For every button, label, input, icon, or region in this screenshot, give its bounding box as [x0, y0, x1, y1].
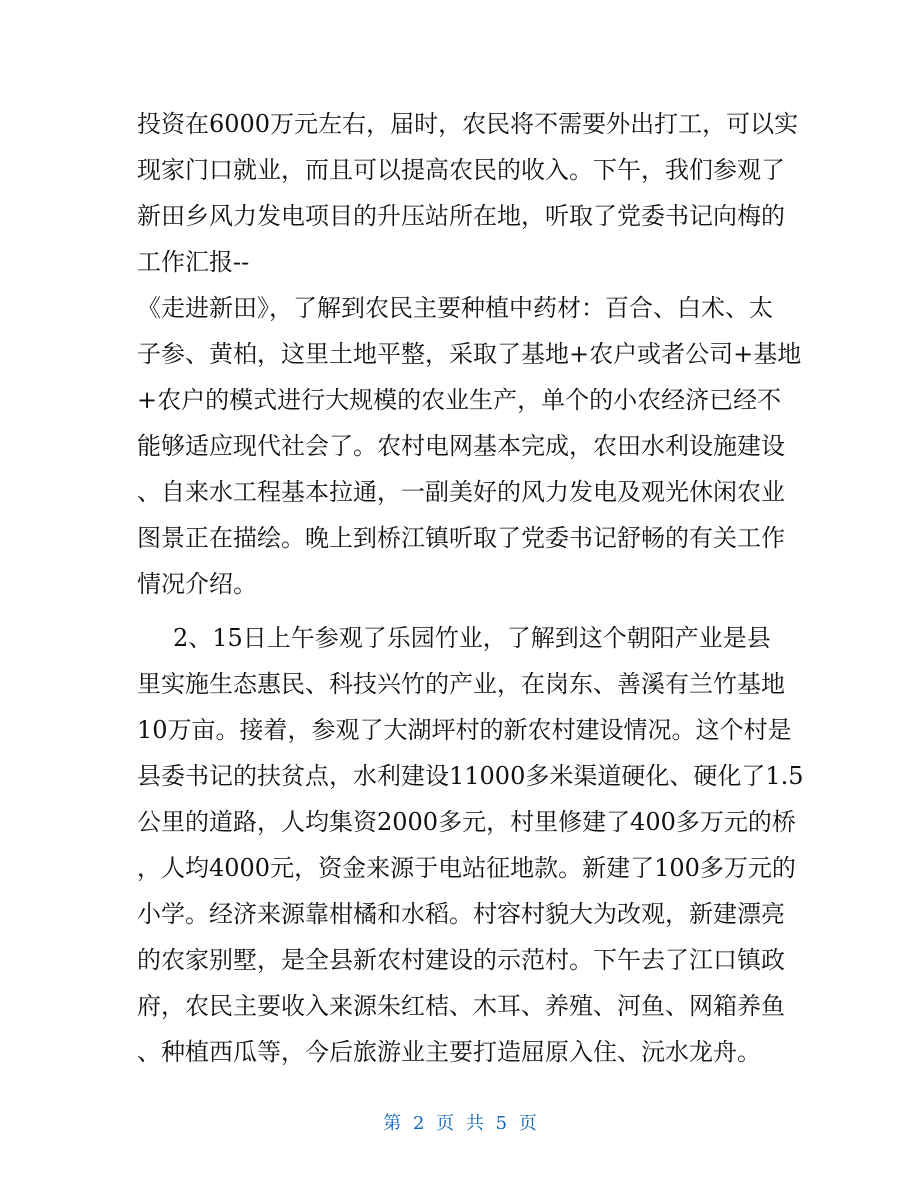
- text-line: 公里的道路，人均集资2000多元，村里修建了400多万元的桥: [137, 808, 796, 836]
- text-line: 情况介绍。: [137, 570, 257, 598]
- text-line: 图景正在描绘。晚上到桥江镇听取了党委书记舒畅的有关工作: [137, 524, 785, 552]
- text-line: 新田乡风力发电项目的升压站所在地，听取了党委书记向梅的: [137, 202, 785, 230]
- text-line: 现家门口就业，而且可以提高农民的收入。下午，我们参观了: [137, 156, 785, 184]
- page-number-footer: 第 2 页 共 5 页: [383, 1113, 537, 1134]
- text-line: 投资在6000万元左右，届时，农民将不需要外出打工，可以实: [137, 110, 799, 138]
- text-line: 2、15日上午参观了乐园竹业，了解到这个朝阳产业是县: [173, 624, 771, 652]
- paragraph-gap: [137, 607, 797, 615]
- text-line: 、自来水工程基本拉通，一副美好的风力发电及观光休闲农业: [137, 478, 785, 506]
- text-line: 府，农民主要收入来源朱红桔、木耳、养殖、河鱼、网箱养鱼: [137, 992, 785, 1020]
- text-line: 《走进新田》，了解到农民主要种植中药材：百合、白术、太: [137, 294, 773, 322]
- paragraph-2: [137, 615, 804, 1075]
- text-line: 小学。经济来源靠柑橘和水稻。村容村貌大为改观，新建漂亮: [137, 900, 785, 928]
- text-line: 县委书记的扶贫点，水利建设11000多米渠道硬化、硬化了1.5: [137, 762, 804, 790]
- text-line: 能够适应现代社会了。农村电网基本完成，农田水利设施建设: [137, 432, 785, 460]
- document-body: [137, 101, 804, 1075]
- paragraph-1: [137, 101, 802, 607]
- text-line: 子参、黄柏，这里土地平整，采取了基地+农户或者公司+基地: [137, 340, 802, 368]
- text-line: 里实施生态惠民、科技兴竹的产业，在岗东、善溪有兰竹基地: [137, 670, 785, 698]
- text-line: 的农家别墅，是全县新农村建设的示范村。下午去了江口镇政: [137, 946, 785, 974]
- text-line: +农户的模式进行大规模的农业生产，单个的小农经济已经不: [137, 386, 782, 414]
- text-line: 、种植西瓜等，今后旅游业主要打造屈原入住、沅水龙舟。: [137, 1038, 761, 1066]
- text-line: 工作汇报--: [137, 248, 250, 276]
- text-line: 10万亩。接着，参观了大湖坪村的新农村建设情况。这个村是: [137, 716, 792, 744]
- text-line: ，人均4000元，资金来源于电站征地款。新建了100多万元的: [137, 854, 796, 882]
